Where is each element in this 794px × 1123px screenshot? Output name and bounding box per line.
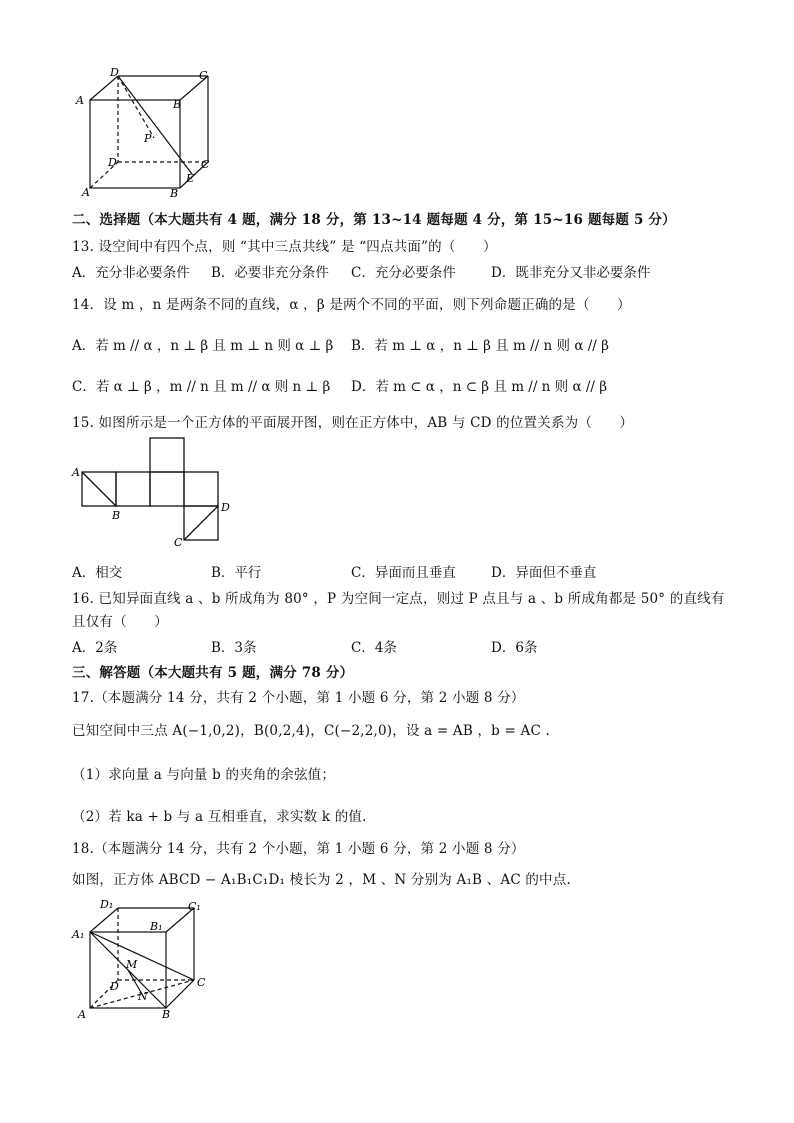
label-e: E <box>186 172 195 185</box>
choice-a: A．若 m // α ，n ⊥ β 且 m ⊥ n 则 α ⊥ β <box>72 338 334 354</box>
label-c: C <box>201 158 210 171</box>
net-label-b: B <box>112 509 121 522</box>
choice-d: D．若 m ⊂ α ，n ⊂ β 且 m // n 则 α // β <box>351 379 608 395</box>
question-17-part2: （2）若 ka + b 与 a 互相垂直，求实数 k 的值. <box>72 809 367 825</box>
label-p: P <box>144 132 152 145</box>
label-d: D <box>108 156 117 169</box>
choice-b: B．3条 <box>211 640 257 656</box>
label-b: B <box>170 187 179 198</box>
choice-c: C．充分必要条件 <box>351 265 456 281</box>
cube-figure-p <box>70 66 220 198</box>
label-d1: D <box>110 66 119 79</box>
section-3-header: 三、解答题（本大题共有 5 题，满分 78 分） <box>72 665 354 681</box>
net-label-a: A <box>72 466 80 479</box>
label-a1: A <box>76 94 84 107</box>
question-16-stem-line2: 且仅有（ ） <box>72 614 168 630</box>
choice-d: D．异面但不垂直 <box>491 565 597 581</box>
section-2-header: 二、选择题（本大题共有 4 题，满分 18 分，第 13~14 题每题 4 分，第 15~16 题每题 5 分） <box>72 212 676 228</box>
question-15-stem: 15. 如图所示是一个正方体的平面展开图，则在正方体中，AB 与 CD 的位置关系为（ ） <box>72 415 634 431</box>
label-a: A <box>82 186 90 198</box>
choice-c: C．若 α ⊥ β ，m // n 且 m // α 则 n ⊥ β <box>72 379 331 395</box>
fig18-label-m: M <box>126 958 138 971</box>
choice-a: A．充分非必要条件 <box>72 265 190 281</box>
net-label-c: C <box>174 536 183 548</box>
choice-a: A．相交 <box>72 565 123 581</box>
fig18-label-a1: A₁ <box>72 928 85 941</box>
choice-d: D．既非充分又非必要条件 <box>491 265 651 281</box>
choice-c: C．异面而且垂直 <box>351 565 456 581</box>
choice-b: B．平行 <box>211 565 262 581</box>
question-16-stem-line1: 16. 已知异面直线 a 、b 所成角为 80° ，P 为空间一定点，则过 P 点且与 a 、b 所成角都是 50° 的直线有 <box>72 591 725 607</box>
question-13-stem: 13. 设空间中有四个点，则 “其中三点共线” 是 “四点共面”的（ ） <box>72 239 497 255</box>
question-14-stem: 14．设 m ，n 是两条不同的直线，α ，β 是两个不同的平面，则下列命题正确的是（ ） <box>72 297 631 313</box>
cube-net-figure <box>70 436 240 548</box>
fig18-label-b1: B₁ <box>150 920 163 933</box>
fig18-label-d: D <box>110 980 119 993</box>
choice-b: B．若 m ⊥ α ，n ⊥ β 且 m // n 则 α // β <box>351 338 609 354</box>
question-18-given: 如图，正方体 ABCD − A₁B₁C₁D₁ 棱长为 2 ，M 、N 分别为 A₁B 、AC 的中点. <box>72 872 571 888</box>
question-17-header: 17.（本题满分 14 分，共有 2 个小题，第 1 小题 6 分，第 2 小题 8 分） <box>72 690 525 706</box>
fig18-label-b: B <box>162 1008 171 1021</box>
choice-d: D．6条 <box>491 640 538 656</box>
label-b1: B <box>173 98 182 111</box>
fig18-label-d1: D₁ <box>100 898 114 911</box>
question-17-part1: （1）求向量 a 与向量 b 的夹角的余弦值； <box>72 767 336 783</box>
question-17-given: 已知空间中三点 A(−1,0,2)，B(0,2,4)，C(−2,2,0)，设 a = AB ，b = AC . <box>72 723 550 739</box>
label-c1: C <box>199 69 208 82</box>
fig18-label-c1: C₁ <box>188 900 201 913</box>
fig18-label-n: N <box>138 990 148 1003</box>
choice-b: B．必要非充分条件 <box>211 265 329 281</box>
question-18-header: 18.（本题满分 14 分，共有 2 个小题，第 1 小题 6 分，第 2 小题 8 分） <box>72 841 525 857</box>
choice-a: A．2条 <box>72 640 118 656</box>
fig18-label-c: C <box>197 976 206 989</box>
choice-c: C．4条 <box>351 640 397 656</box>
net-label-d: D <box>221 501 230 514</box>
cube-figure-mn <box>70 896 220 1022</box>
fig18-label-a: A <box>78 1008 86 1021</box>
